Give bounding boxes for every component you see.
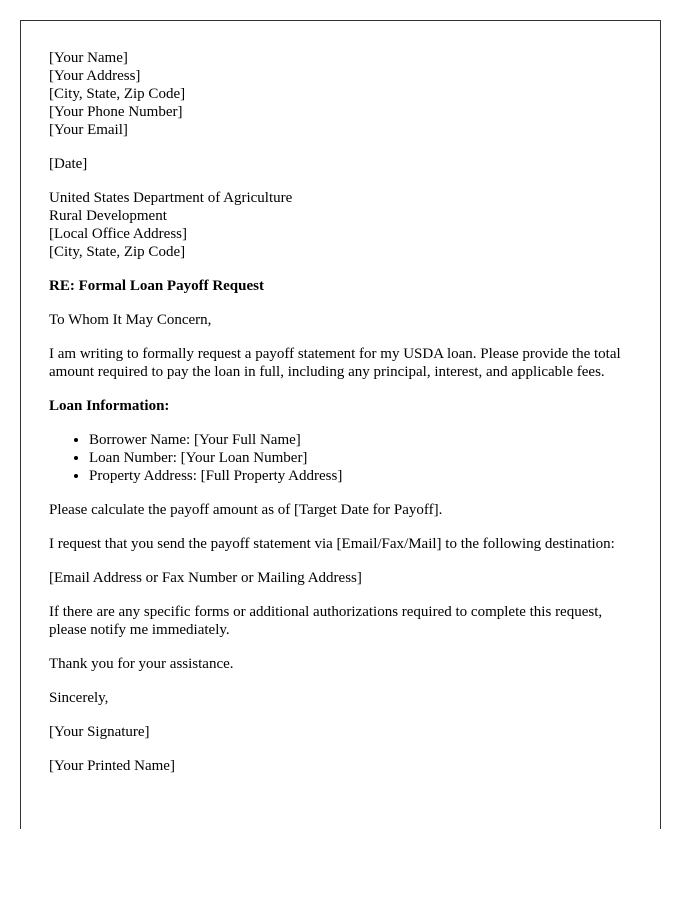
signature: [Your Signature] bbox=[49, 724, 150, 740]
printed-name: [Your Printed Name] bbox=[49, 758, 175, 774]
loan-info-list bbox=[49, 431, 632, 485]
sender-line: [Your Phone Number] bbox=[49, 104, 183, 120]
letter-date: [Date] bbox=[49, 156, 88, 172]
forms-paragraph: If there are any specific forms or additional authorizations required to complete this request, please notify me immediately. bbox=[49, 604, 603, 638]
thanks-paragraph: Thank you for your assistance. bbox=[49, 656, 234, 672]
sender-line: [City, State, Zip Code] bbox=[49, 86, 186, 102]
letter-page bbox=[20, 20, 661, 829]
sender-address bbox=[49, 49, 632, 139]
list-item: • Property Address: [Full Property Address] bbox=[89, 467, 632, 485]
list-item: • Loan Number: [Your Loan Number] bbox=[89, 449, 632, 467]
list-item: • Borrower Name: [Your Full Name] bbox=[89, 431, 632, 449]
intro-paragraph: I am writing to formally request a payoff statement for my USDA loan. Please provide the total amount required to pay the loan in full, including any principal, interest, and applicable fees. bbox=[49, 346, 621, 380]
sender-line: [Your Email] bbox=[49, 122, 128, 138]
recipient-line: Rural Development bbox=[49, 208, 167, 224]
salutation: To Whom It May Concern, bbox=[49, 312, 212, 328]
loan-info-heading: Loan Information: bbox=[49, 398, 170, 414]
recipient-line: [Local Office Address] bbox=[49, 226, 188, 242]
delivery-paragraph: I request that you send the payoff statement via [Email/Fax/Mail] to the following destination: bbox=[49, 536, 615, 552]
recipient-line: United States Department of Agriculture bbox=[49, 190, 293, 206]
payoff-date-paragraph: Please calculate the payoff amount as of [Target Date for Payoff]. bbox=[49, 502, 443, 518]
recipient-line: [City, State, Zip Code] bbox=[49, 244, 186, 260]
sender-line: [Your Address] bbox=[49, 68, 141, 84]
subject-line: RE: Formal Loan Payoff Request bbox=[49, 278, 264, 294]
destination-paragraph: [Email Address or Fax Number or Mailing Address] bbox=[49, 570, 362, 586]
closing: Sincerely, bbox=[49, 690, 109, 706]
recipient-address bbox=[49, 189, 632, 261]
sender-line: [Your Name] bbox=[49, 50, 128, 66]
